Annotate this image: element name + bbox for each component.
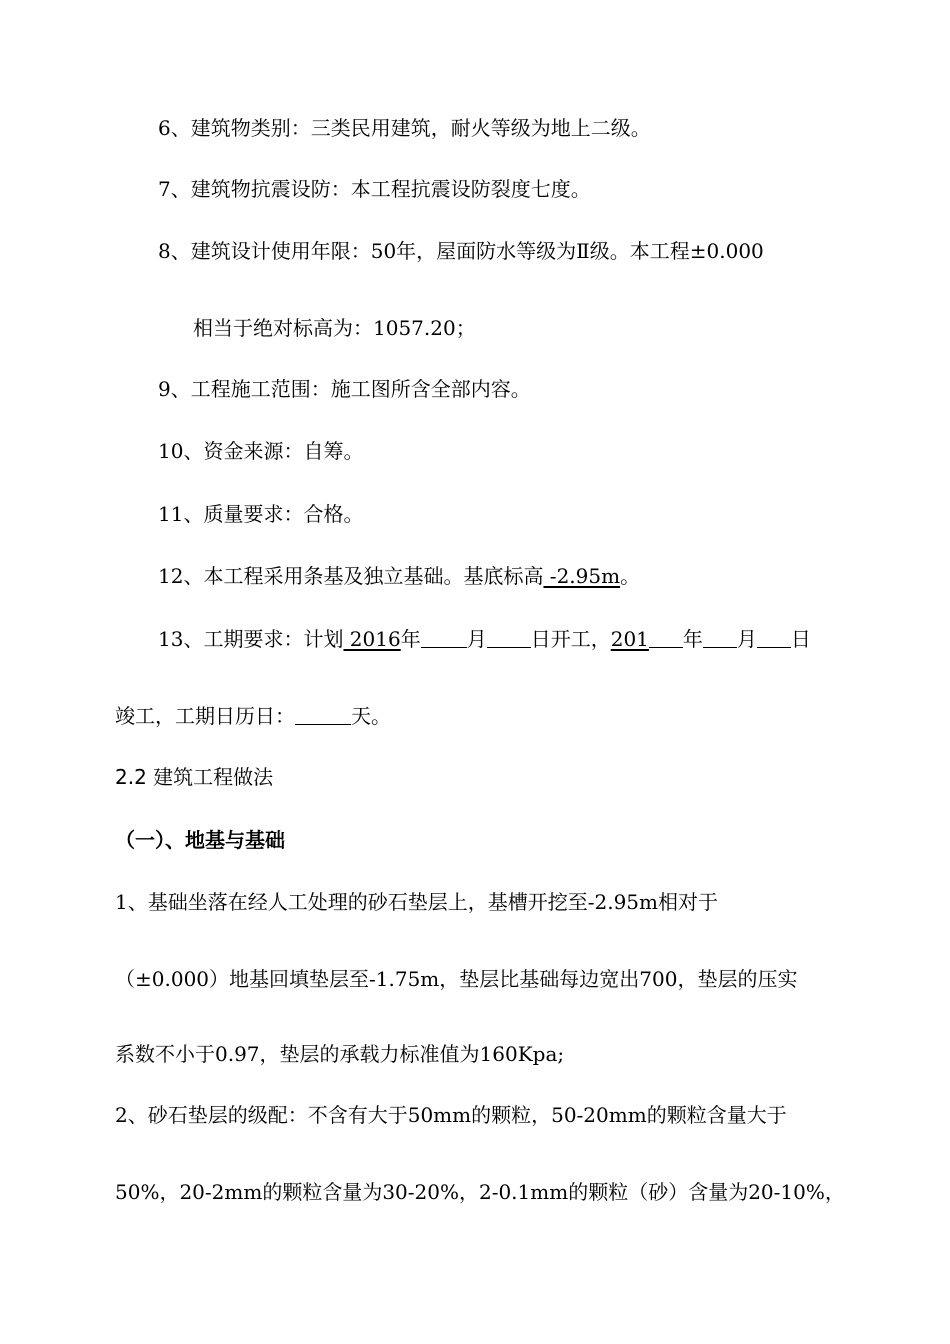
completion-text: 竣工，工期日历日： (115, 704, 295, 728)
paragraph-12 (158, 562, 640, 590)
day-label: 日 (790, 627, 811, 651)
paragraph-8-line-1: 8、建筑设计使用年限：50年，屋面防水等级为Ⅱ级。本工程±0.000 (158, 239, 764, 263)
item-1-line-3: 系数不小于0.97，垫层的承载力标准值为160Kpa; (115, 1042, 565, 1066)
paragraph-12-end: 。 (620, 564, 641, 588)
start-day-label: 日开工， (530, 627, 611, 651)
end-year-value: 201 (610, 627, 649, 651)
paragraph-11: 11、质量要求：合格。 (158, 502, 364, 526)
days-label: 天。 (351, 704, 391, 728)
item-2-line-2: 50%，20-2mm的颗粒含量为30-20%，2-0.1mm的颗粒（砂）含量为20-10%， (115, 1180, 845, 1204)
paragraph-13-text: 13、工期要求：计划 (158, 627, 344, 651)
paragraph-8-line-2: 相当于绝对标高为：1057.20； (193, 316, 476, 340)
section-heading (115, 763, 273, 791)
end-month-blank (703, 627, 737, 648)
paragraph-7: 7、建筑物抗震设防：本工程抗震设防裂度七度。 (158, 177, 591, 201)
start-month-blank (421, 627, 467, 648)
section-title: 建筑工程做法 (153, 765, 274, 789)
item-2-line-1: 2、砂石垫层的级配：不含有大于50mm的颗粒，50-20mm的颗粒含量大于 (115, 1103, 787, 1127)
month-label-1: 月 (466, 627, 487, 651)
year-label-1: 年 (400, 627, 421, 651)
paragraph-9: 9、工程施工范围：施工图所含全部内容。 (158, 377, 531, 401)
calendar-days-blank (295, 704, 351, 725)
paragraph-6: 6、建筑物类别：三类民用建筑，耐火等级为地上二级。 (158, 116, 651, 140)
end-year-blank (649, 627, 683, 648)
item-1-line-1: 1、基础坐落在经人工处理的砂石垫层上，基槽开挖至-2.95m相对于 (115, 890, 718, 914)
paragraph-13-line-2 (115, 702, 391, 730)
base-elevation-value: -2.95m (543, 564, 621, 588)
start-day-blank (487, 627, 531, 648)
subsection-heading: （一）、地基与基础 (115, 828, 285, 852)
section-number: 2.2 (115, 765, 147, 789)
paragraph-10: 10、资金来源：自筹。 (158, 439, 364, 463)
month-label-2: 月 (736, 627, 757, 651)
paragraph-12-text: 12、本工程采用条基及独立基础。基底标高 (158, 564, 544, 588)
year-label-2: 年 (682, 627, 703, 651)
start-year-value: 2016 (343, 627, 401, 651)
item-1-line-2: （±0.000）地基回填垫层至-1.75m，垫层比基础每边宽出700，垫层的压实 (115, 967, 798, 991)
end-day-blank (757, 627, 791, 648)
paragraph-13-line-1 (158, 625, 811, 653)
